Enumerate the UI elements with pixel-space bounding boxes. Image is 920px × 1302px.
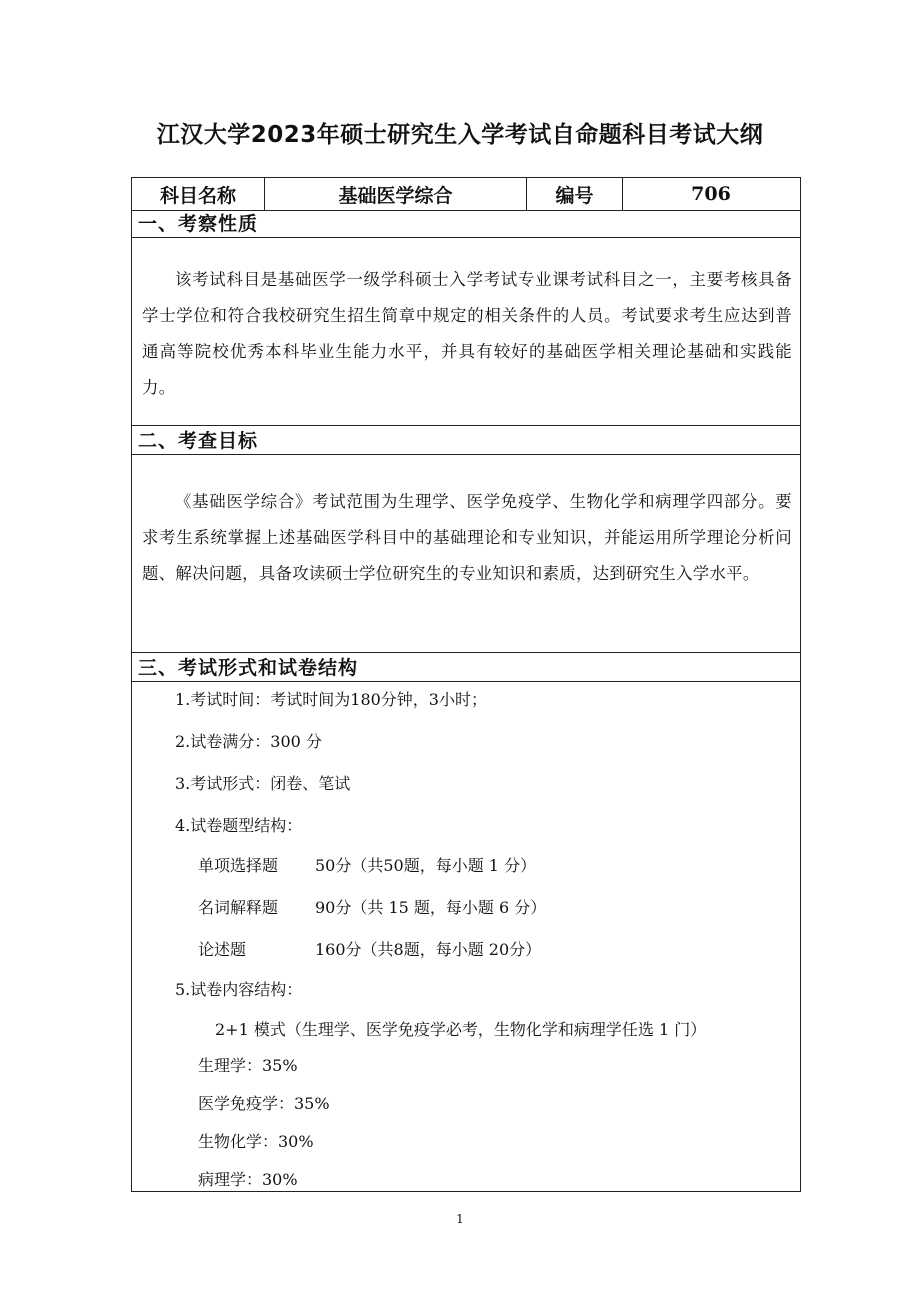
section1-heading: 一、考察性质 — [132, 208, 800, 238]
section2-text: 《基础医学综合》考试范围为生理学、医学免疫学、生物化学和病理学四部分。要求考生系统掌握上述基础医学科目中的基础理论和专业知识，并能运用所学理论分析问题、解决问题，具备攻读硕士学位研究生的专业知识和素质，达到研究生入学水平。 — [142, 492, 792, 583]
share-item: 病理学：30% — [198, 1170, 298, 1189]
content-structure-item: 5.试卷内容结构： — [175, 980, 303, 999]
subject-label: 科目名称 — [132, 178, 265, 210]
subject-row — [132, 178, 800, 211]
type-detail: 50分（共50题，每小题 1 分） — [315, 856, 537, 875]
section1-text: 该考试科目是基础医学一级学科硕士入学考试专业课考试科目之一，主要考核具备学士学位和符合我校研究生招生简章中规定的相关条件的人员。考试要求考生应达到普通高等院校优秀本科毕业生能力水平，并具有较好的基础医学相关理论基础和实践能力。 — [142, 270, 792, 397]
exam-time-item: 1.考试时间：考试时间为180分钟，3小时； — [175, 690, 487, 709]
syllabus-table — [131, 177, 801, 1192]
share-item: 生物化学：30% — [198, 1132, 314, 1151]
document-title: 江汉大学2023年硕士研究生入学考试自命题科目考试大纲 — [156, 122, 764, 148]
full-score-item: 2.试卷满分：300 分 — [175, 732, 322, 751]
page-number: 1 — [456, 1212, 464, 1226]
exam-form-item: 3.考试形式：闭卷、笔试 — [175, 774, 351, 793]
type-name: 论述题 — [198, 940, 247, 959]
share-item: 医学免疫学：35% — [198, 1094, 330, 1113]
code-value: 706 — [691, 183, 731, 205]
type-name: 名词解释题 — [198, 898, 279, 917]
type-detail: 90分（共 15 题，每小题 6 分） — [315, 898, 547, 917]
mode-description: 2+1 模式（生理学、医学免疫学必考，生物化学和病理学任选 1 门） — [215, 1020, 707, 1039]
question-types-item: 4.试卷题型结构： — [175, 816, 303, 835]
code-label: 编号 — [527, 178, 623, 210]
subject-value: 基础医学综合 — [265, 178, 527, 210]
section2-heading: 二、考查目标 — [132, 425, 800, 455]
type-name: 单项选择题 — [198, 856, 279, 875]
type-detail: 160分（共8题，每小题 20分） — [315, 940, 542, 959]
share-item: 生理学：35% — [198, 1056, 298, 1075]
section3-heading: 三、考试形式和试卷结构 — [132, 652, 800, 682]
